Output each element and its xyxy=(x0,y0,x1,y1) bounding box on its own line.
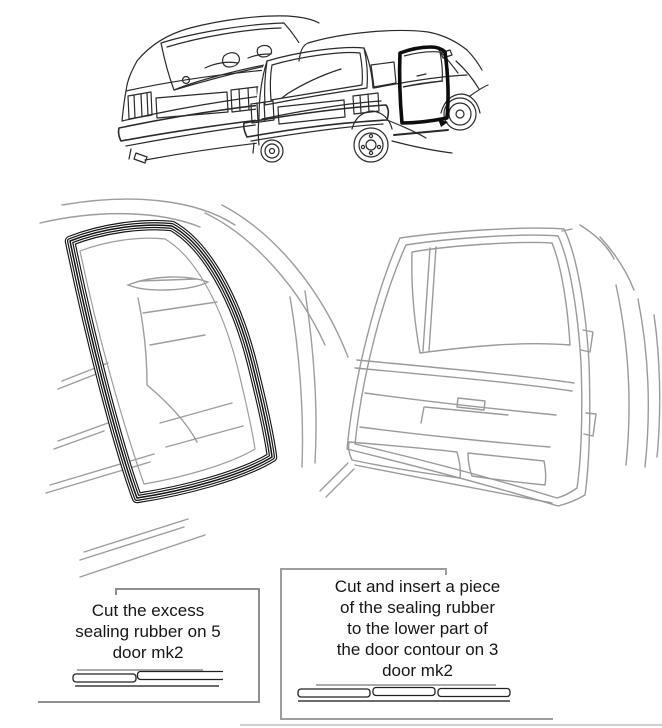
caption-line: of the sealing rubber xyxy=(340,598,495,617)
rubber-strip-2pieces-icon xyxy=(71,666,223,688)
caption-5door-text xyxy=(38,600,258,663)
caption-line: door mk2 xyxy=(382,661,453,680)
caption-3door-text xyxy=(282,576,553,681)
bottom-faint-line xyxy=(240,724,662,726)
caption-box-5door xyxy=(38,588,260,703)
caption-line: to the lower part of xyxy=(347,619,488,638)
seal-and-door-illustration xyxy=(0,195,662,580)
rubber-strip-3pieces-icon xyxy=(296,680,514,704)
caption-line: door mk2 xyxy=(112,643,184,662)
aperture-context-lines xyxy=(40,199,354,577)
caption-line: Cut and insert a piece xyxy=(334,577,501,596)
cars-illustration xyxy=(0,0,662,200)
caption-line: the door contour on 3 xyxy=(336,640,499,659)
sealing-rubber-contour xyxy=(70,225,272,498)
caption-line: sealing rubber on 5 xyxy=(75,622,221,641)
open-door-drawing xyxy=(347,225,660,506)
caption-box-3door xyxy=(280,568,553,720)
caption-line: Cut the excess xyxy=(91,601,205,620)
